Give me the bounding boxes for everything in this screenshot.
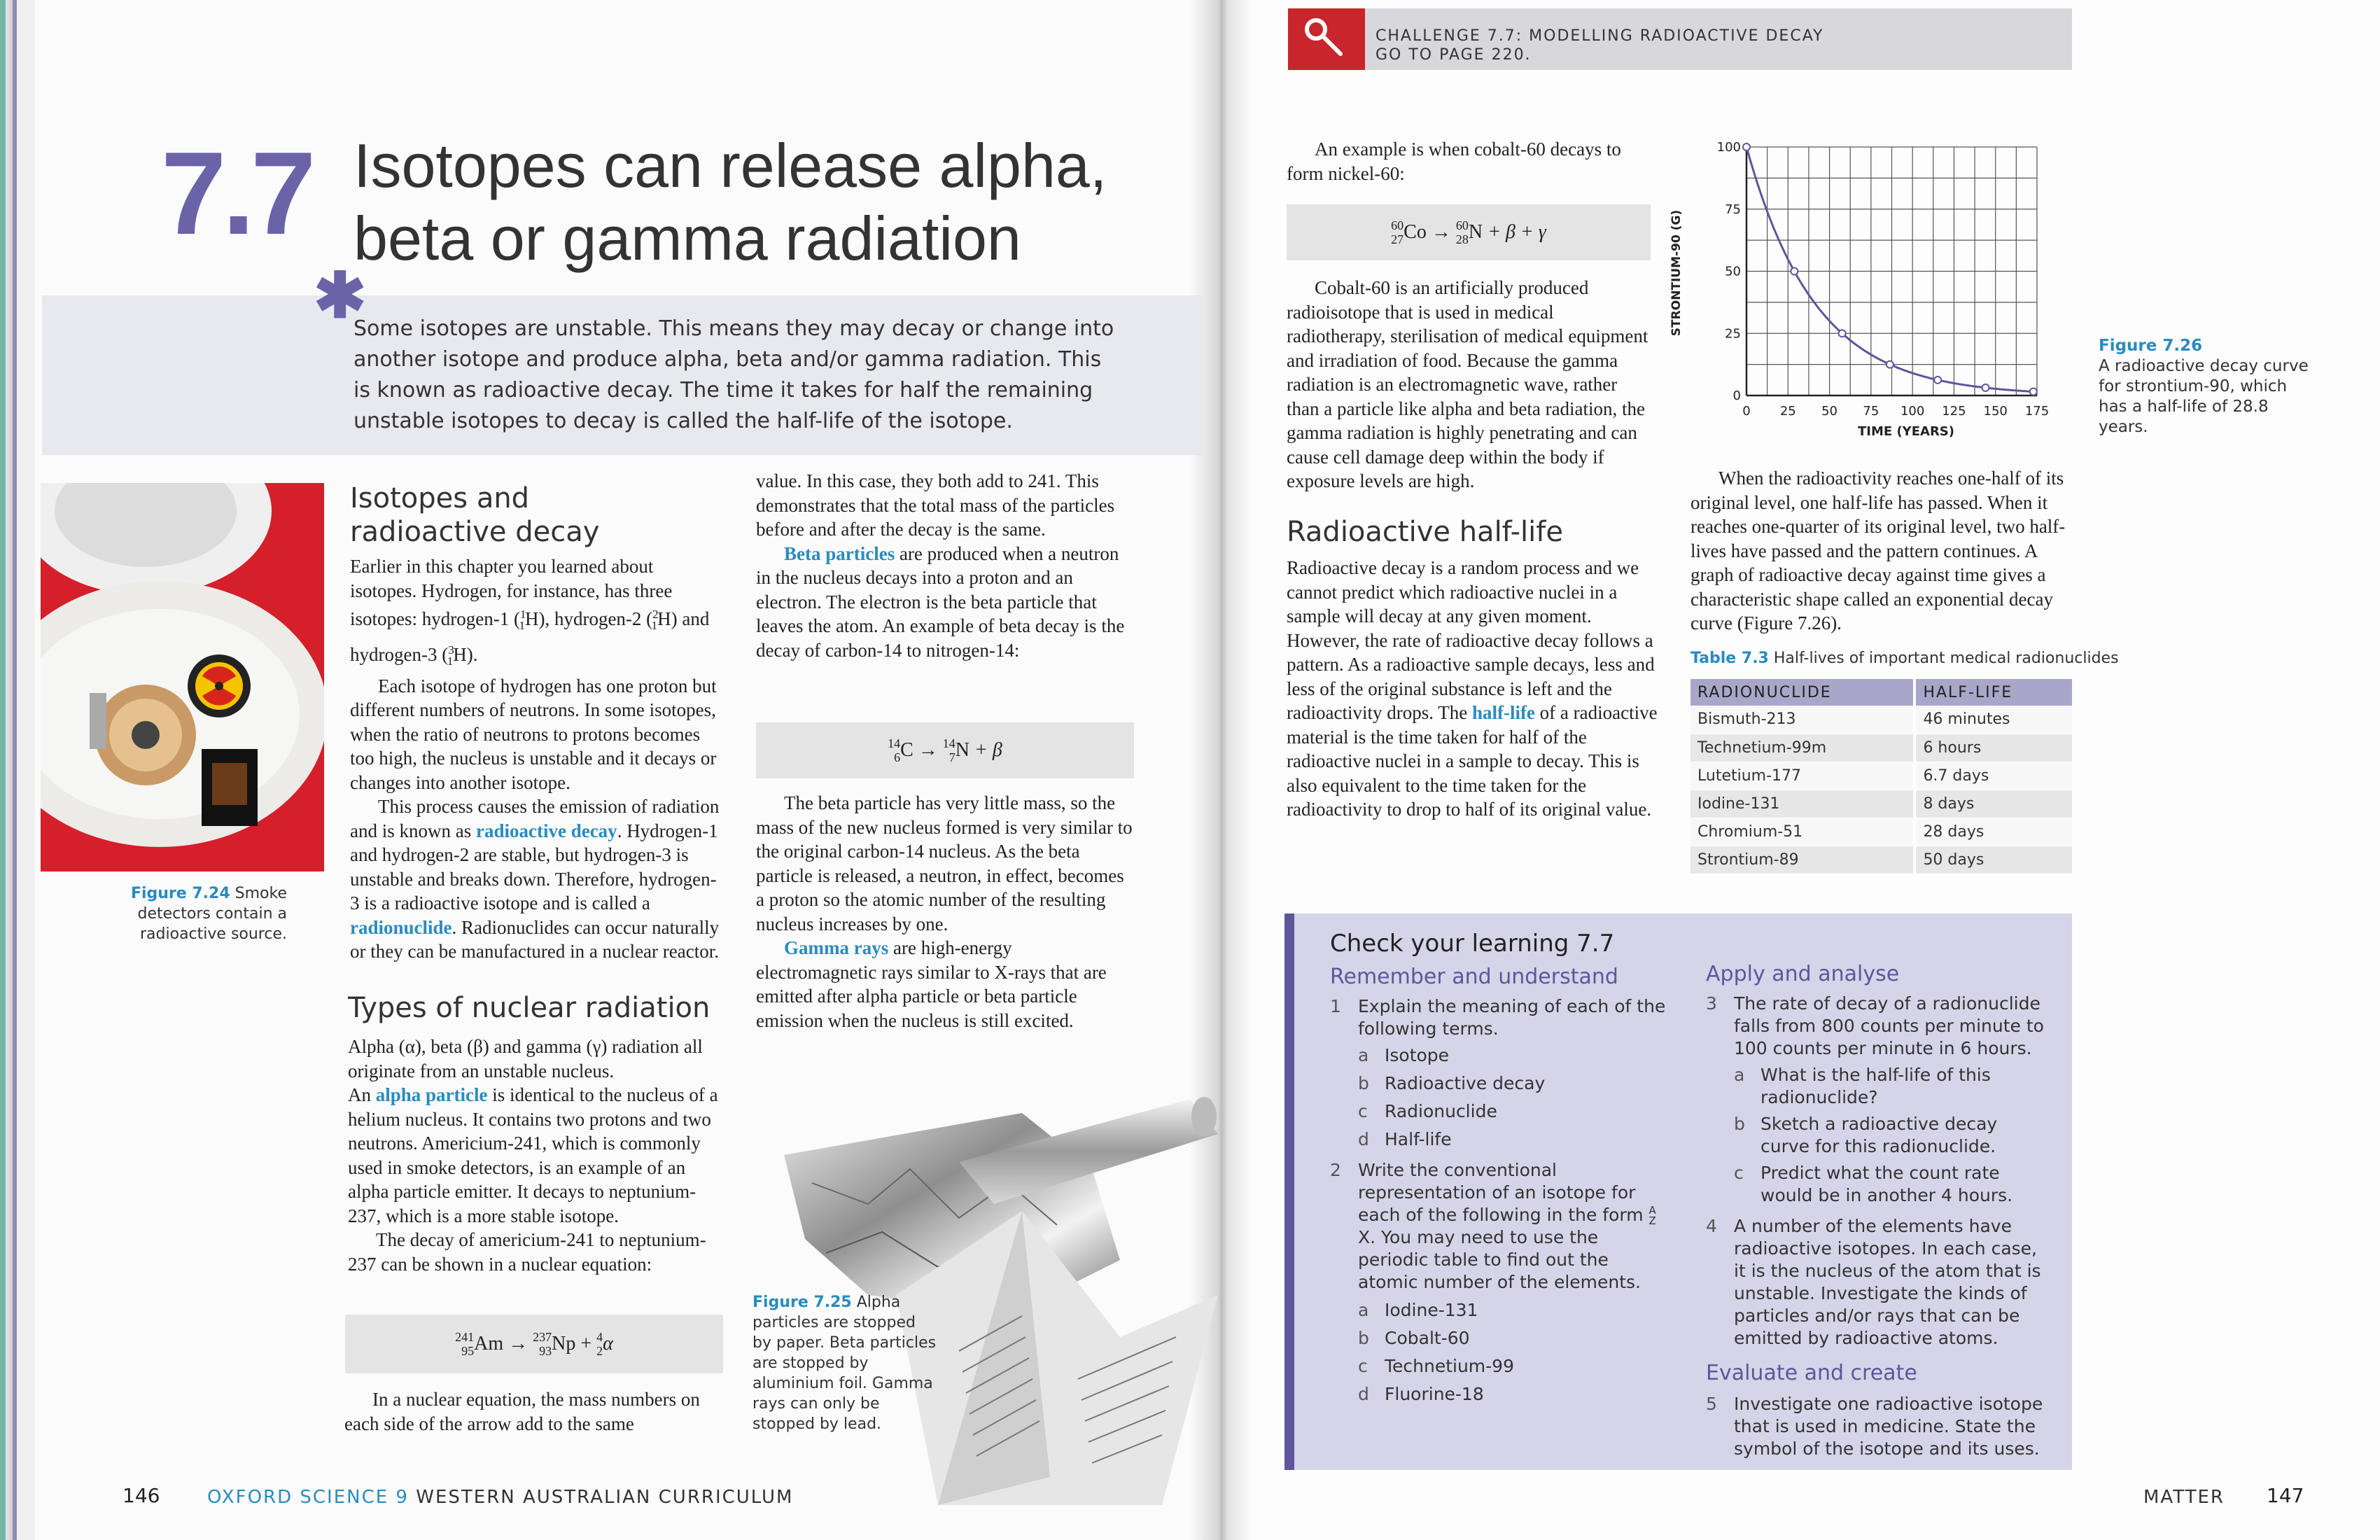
keyword-link[interactable]: radioactive decay — [475, 820, 617, 841]
paragraph: Earlier in this chapter you learned about isotopes. Hydrogen, for instance, has three isotopes: hydrogen-1 ($^1_1$H), hydrogen-2 ($^2_1$H) and hydrogen-3 ($^3_1$H). — [350, 556, 710, 668]
question-item: b Radioactive decay — [1358, 1073, 1546, 1093]
figure-text: A radioactive decay curve for strontium-90, which has a half-life of 28.8 years. — [2099, 357, 2309, 436]
intro-line: another isotope and produce alpha, beta and/or gamma radiation. This — [354, 347, 1102, 372]
y-tick-label: 25 — [1725, 326, 1741, 342]
question-item: b Sketch a radioactive decay curve for this radionuclide. — [1734, 1114, 1998, 1156]
question-item: d Half-life — [1358, 1129, 1452, 1149]
column-2-text-b — [756, 791, 1134, 1032]
heading-types: Types of nuclear radiation — [348, 992, 710, 1024]
table-cell: Bismuth-213 — [1690, 706, 1914, 734]
heading-line: radioactive decay — [350, 516, 600, 548]
data-point — [1934, 377, 1941, 384]
question-item: a What is the half-life of this radionuclide? — [1734, 1065, 1991, 1107]
x-tick-label: 75 — [1863, 404, 1879, 419]
table-label: Table 7.3 — [1690, 650, 1769, 667]
paragraph: The decay of americium-241 to neptunium-237 can be shown in a nuclear equation: — [348, 1229, 706, 1275]
table-title: Half-lives of important medical radionuclides — [1768, 650, 2119, 667]
table-caption — [1690, 650, 2119, 667]
question-text: A number of the elements have radioactive isotopes. In each case, it is the nucleus of the atom that is unstable. Investigate the kinds of particles and/or rays that can be emitted by radioactive atoms. — [1734, 1216, 2041, 1348]
paragraph: When the radioactivity reaches one-half of its original level, one half-life has passed. When it reaches one-quarter of its original level, two half-lives have passed and the pattern continues. A graph of radioactive decay against time gives a characteristic shape called an exponential decay curve (Figure 7.26). — [1690, 468, 2066, 634]
chart-svg — [1666, 126, 2058, 448]
paragraph: The beta particle has very little mass, so the mass of the new nucleus formed is very similar to the original carbon-14 nucleus. As the beta particle is released, a neutron, in effect, becomes a proton so the atomic number of the resulting nucleus increases by one. — [756, 792, 1133, 934]
page-edge-strip — [0, 0, 35, 1540]
question-2: 2 Write the conventional representation of an isotope for each of the following in the form A Z X. You may need to use the periodic table to find out the atomic number of the elements. a Iodine-131 b Cobalt-60 c Technetium-99 d Fluorine-18 — [1330, 1159, 1666, 1411]
figure-label: Figure 7.26 — [2099, 337, 2203, 355]
keyword-link[interactable]: half-life — [1471, 702, 1535, 723]
table-header-row — [1690, 679, 2072, 706]
subheading-remember: Remember and understand — [1330, 965, 1618, 989]
data-point — [1791, 268, 1798, 275]
equation-carbon: 14 6 C → 14 7 N + β — [756, 722, 1134, 778]
chart-ticks — [1717, 140, 2050, 419]
chart-grid — [1746, 147, 2037, 396]
question-item: a Iodine-131 — [1358, 1300, 1478, 1320]
figure-label: Figure 7.24 — [130, 885, 230, 902]
table-cell: 8 days — [1914, 790, 2072, 818]
x-tick-label: 175 — [2024, 404, 2050, 419]
question-item: c Radionuclide — [1358, 1101, 1497, 1121]
title-line-1: Isotopes can release alpha, — [354, 131, 1107, 200]
paragraph: An example is when cobalt-60 decays to form nickel-60: — [1287, 139, 1621, 184]
question-text: Write the conventional representation of an isotope for each of the following in the form A Z X. You may need to use the periodic table to find out the atomic number of the elements. — [1358, 1160, 1656, 1292]
table-row — [1690, 706, 2072, 734]
x-tick-label: 100 — [1900, 404, 1925, 419]
y-tick-label: 100 — [1716, 140, 1741, 155]
heading-isotopes — [350, 482, 686, 549]
y-axis-label: STRONTIUM-90 (G) — [1670, 209, 1684, 337]
paragraph: Beta particles are produced when a neutron in the nucleus decays into a proton and an electron. The electron is the beta particle that leaves the atom. An example of beta decay is the decay of carbon-14 to nitrogen-14: — [756, 542, 1125, 661]
heading-half-life: Radioactive half-life — [1287, 516, 1563, 548]
paragraph: Alpha (α), beta (β) and gamma (γ) radiation all originate from an unstable nucleus. — [348, 1036, 703, 1082]
x-axis-label: TIME (YEARS) — [1858, 424, 1954, 439]
figure-7-25-caption — [752, 1292, 938, 1434]
heading-line: Isotopes and — [350, 482, 530, 514]
table-row — [1690, 818, 2072, 846]
question-text: Investigate one radioactive isotope that is used in medicine. State the symbol of the isotope and its uses. — [1734, 1394, 2043, 1459]
title-line-2: beta or gamma radiation — [354, 204, 1021, 273]
table-cell: Chromium-51 — [1690, 818, 1914, 846]
keyword-link[interactable]: Gamma rays — [784, 937, 889, 958]
figure-label: Figure 7.25 — [752, 1294, 852, 1311]
check-accent-bar — [1284, 913, 1294, 1470]
section-number: 7.7 — [161, 127, 312, 259]
paragraph: value. In this case, they both add to 241. This demonstrates that the total mass of the particles before and after the decay is the same. — [756, 470, 1115, 540]
question-1: 1 Explain the meaning of each of the following terms. a Isotope b Radioactive decay c Radionuclide d Half-life — [1330, 995, 1666, 1156]
table-cell: 6 hours — [1914, 734, 2072, 762]
paragraph: In a nuclear equation, the mass numbers on each side of the arrow add to the same — [344, 1389, 700, 1434]
x-tick-label: 0 — [1742, 404, 1751, 419]
question-text: The rate of decay of a radionuclide falls from 800 counts per minute to 100 counts per minute in 6 hours. — [1734, 993, 2044, 1058]
table-cell: Technetium-99m — [1690, 734, 1914, 762]
chart-points — [1743, 144, 2037, 395]
keyword-link[interactable]: radionuclide — [350, 916, 452, 938]
intro-line: unstable isotopes to decay is called the half-life of the isotope. — [354, 409, 1013, 433]
question-item: b Cobalt-60 — [1358, 1328, 1470, 1348]
column-2-text-a — [756, 469, 1134, 662]
challenge-text — [1376, 27, 1823, 64]
paragraph: Radioactive decay is a random process and we cannot predict which radioactive nuclei in a sample will decay at any given moment. However, the rate of radioactive decay follows a pattern. As a radioactive sample decays, less and less of the original substance is left and the radioactivity drops. The half-life of a radioactive material is the time taken for half of the radioactive nuclei in a sample to decay. This is also equivalent to the time taken for the radioactivity to drop to half of its original value. — [1287, 557, 1658, 820]
question-5: 5 Investigate one radioactive isotope that is used in medicine. State the symbol of the isotope and its uses. — [1706, 1393, 2049, 1460]
table-header: RADIONUCLIDE — [1690, 679, 1914, 706]
question-text: Explain the meaning of each of the following terms. — [1358, 996, 1666, 1039]
x-tick-label: 125 — [1942, 404, 1966, 419]
table-row — [1690, 790, 2072, 818]
question-item: c Predict what the count rate would be in another 4 hours. — [1734, 1163, 2013, 1205]
check-title: Check your learning 7.7 — [1330, 930, 1615, 958]
table-cell: 6.7 days — [1914, 762, 2072, 790]
asterisk-icon: ✱ — [314, 261, 367, 331]
footer-curriculum: WESTERN AUSTRALIAN CURRICULUM — [416, 1487, 794, 1508]
data-point — [1839, 330, 1846, 337]
challenge-line: GO TO PAGE 220. — [1376, 46, 1532, 64]
decay-curve-chart — [1666, 126, 2058, 448]
question-3: 3 The rate of decay of a radionuclide falls from 800 counts per minute to 100 counts per minute in 6 hours. a What is the half-life of this radionuclide? b Sketch a radioactive decay curve for this radionuclide. c Predict what the count rate would be in another 4 hours. — [1706, 993, 2049, 1207]
footer-matter: MATTER — [2143, 1487, 2225, 1508]
question-item: c Technetium-99 — [1358, 1356, 1514, 1376]
question-items — [1358, 1044, 1666, 1156]
data-point — [1743, 144, 1750, 150]
table-cell: Strontium-89 — [1690, 846, 1914, 874]
question-items — [1734, 1064, 2049, 1207]
y-tick-label: 50 — [1725, 264, 1741, 279]
y-tick-label: 75 — [1725, 202, 1741, 217]
keyword-link[interactable]: alpha particle — [375, 1084, 488, 1105]
footer-series: OXFORD SCIENCE 9 WESTERN AUSTRALIAN CURRICULUM — [207, 1487, 794, 1508]
question-items — [1358, 1299, 1666, 1411]
figure-text: Smoke detectors contain a radioactive source. — [137, 885, 287, 943]
x-tick-label: 150 — [1983, 404, 2008, 419]
y-tick-label: 0 — [1732, 388, 1741, 403]
data-point — [1982, 384, 1989, 391]
question-4: 4 A number of the elements have radioactive isotopes. In each case, it is the nucleus of the atom that is unstable. Investigate the kinds of particles and/or rays that can be emitted by radioactive atoms. — [1706, 1215, 2049, 1350]
data-point — [1886, 361, 1893, 368]
subheading-apply: Apply and analyse — [1706, 962, 1900, 986]
table-cell: 28 days — [1914, 818, 2072, 846]
figure-7-26-caption — [2099, 336, 2309, 438]
table-cell: 50 days — [1914, 846, 2072, 874]
wrench-icon — [1288, 8, 1365, 70]
half-life-table — [1690, 679, 2072, 874]
table-row — [1690, 762, 2072, 790]
paragraph: Cobalt-60 is an artificially produced radioisotope that is used in medical radiotherapy, sterilisation of medical equipment and irradiation of food. Because the gamma radiation is an electromagnetic wave, rather than a particle like alpha and beta radiation, the gamma radiation is highly penetrating and can cause cell damage deep within the body if exposure levels are high. — [1287, 277, 1648, 491]
figure-text: Alpha particles are stopped by paper. Beta particles are stopped by aluminium foil. Gamma rays can only be stopped by lead. — [752, 1294, 937, 1433]
table-cell: Iodine-131 — [1690, 790, 1914, 818]
column-1-text-a — [350, 554, 721, 964]
intro-line: is known as radioactive decay. The time it takes for half the remaining — [354, 378, 1093, 402]
equation-americium: 241 95 Am → 237 93 Np + 4 2 α — [345, 1315, 723, 1373]
figure-7-24-caption — [126, 883, 287, 944]
page-number-right: 147 — [2267, 1484, 2304, 1507]
paragraph: An alpha particle is identical to the nucleus of a helium nucleus. It contains two protons and two neutrons. Americium-241, which is commonly used in smoke detectors, is an example of an alpha particle emitter. It decays to neptunium-237, which is a more stable isotope. — [348, 1084, 718, 1226]
table-row — [1690, 734, 2072, 762]
table-cell: 46 minutes — [1914, 706, 2072, 734]
page-number-left: 146 — [122, 1484, 160, 1507]
paragraph: Gamma rays are high-energy electromagnetic rays similar to X-rays that are emitted after alpha particle or beta particle emission when the nucleus is still excited. — [756, 937, 1107, 1031]
table-cell: Lutetium-177 — [1690, 762, 1914, 790]
table-row — [1690, 846, 2072, 874]
data-point — [2030, 388, 2037, 395]
intro-line: Some isotopes are unstable. This means they may decay or change into — [354, 316, 1114, 341]
smoke-detector-photo — [41, 483, 324, 872]
x-tick-label: 25 — [1779, 404, 1796, 419]
question-item: a Isotope — [1358, 1045, 1450, 1065]
x-tick-label: 50 — [1821, 404, 1838, 419]
keyword-link[interactable]: Beta particles — [784, 542, 895, 564]
equation-cobalt: 60 27 Co → 60 28 N + β + γ — [1287, 204, 1651, 260]
paragraph: This process causes the emission of radiation and is known as radioactive decay. Hydrogen-1 and hydrogen-2 are stable, but hydrogen-3 is unstable and breaks down. Therefore, hydrogen-3 is a radioactive isotope and is called a radionuclide. Radionuclides can occur naturally or they can be manufactured in a nuclear reactor. — [350, 796, 720, 962]
intro-text — [354, 314, 1158, 437]
column-1-text-b — [348, 1035, 726, 1276]
question-item: d Fluorine-18 — [1358, 1384, 1484, 1404]
subheading-evaluate: Evaluate and create — [1706, 1361, 1917, 1385]
challenge-line: CHALLENGE 7.7: MODELLING RADIOACTIVE DECAY — [1376, 27, 1824, 45]
page-title — [354, 130, 1194, 275]
table-header: HALF-LIFE — [1914, 679, 2072, 706]
paragraph: Each isotope of hydrogen has one proton but different numbers of neutrons. In some isotopes, when the ratio of neutrons to protons becomes too high, the nucleus is unstable and it decays or changes into another isotope. — [350, 675, 717, 793]
